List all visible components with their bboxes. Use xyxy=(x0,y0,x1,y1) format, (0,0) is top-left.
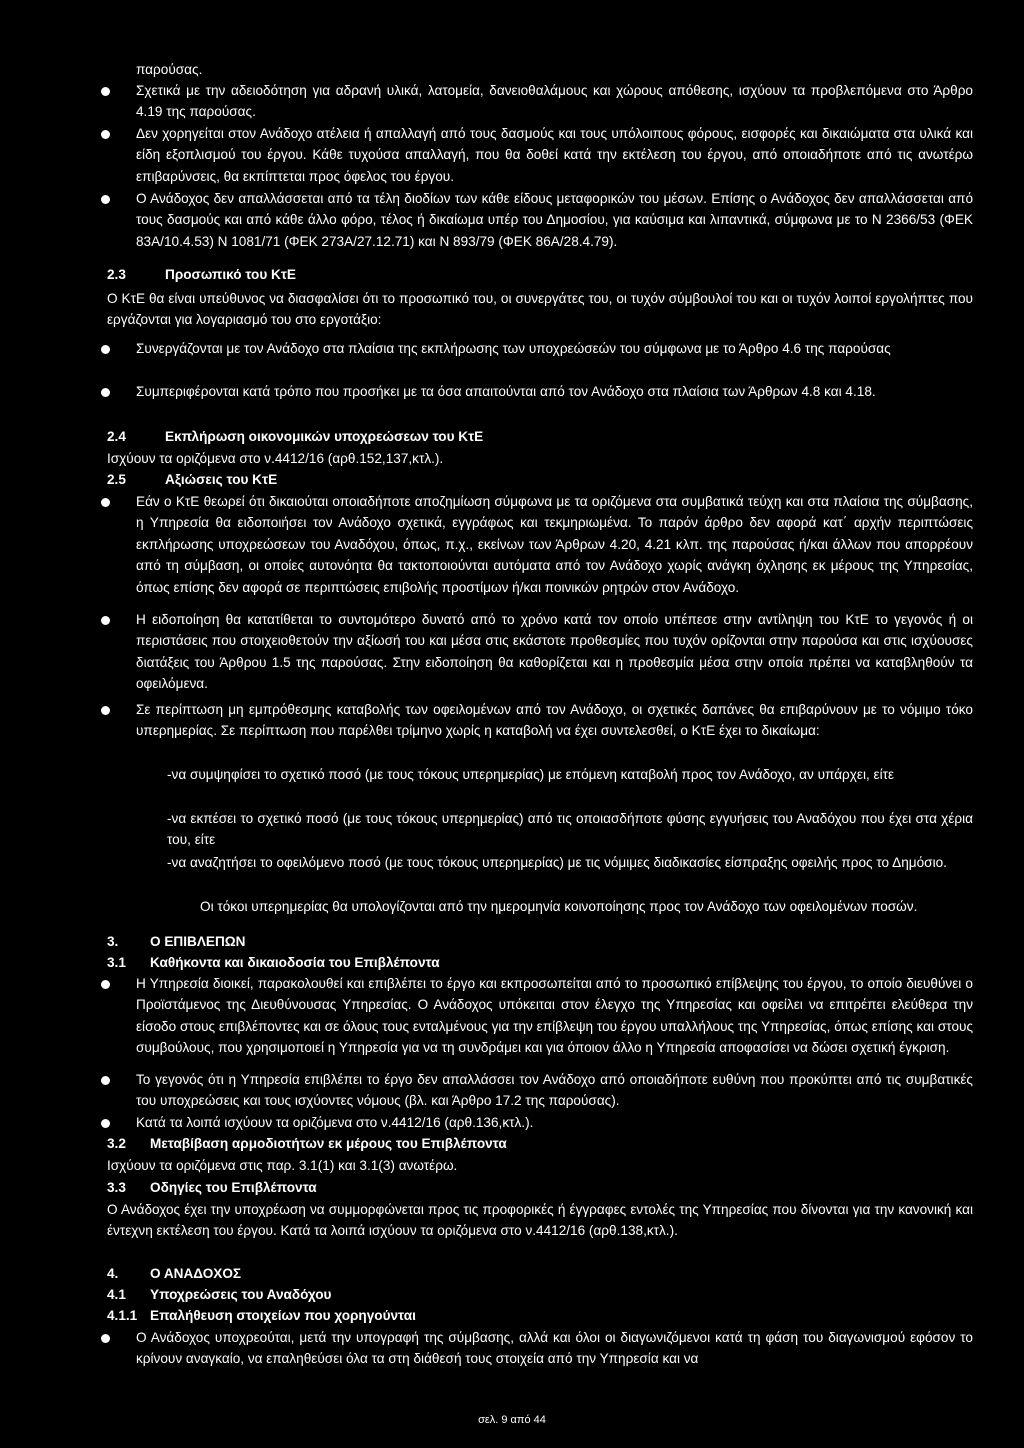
section-heading-3-3 xyxy=(107,1177,317,1198)
section-number: 3. xyxy=(107,934,119,949)
bullet-icon xyxy=(101,130,110,139)
section-title: Οδηγίες του Επιβλέποντα xyxy=(150,1180,317,1195)
bullet-item: Σχετικά με την αδειοδότηση για αδρανή υλικά, λατομεία, δανειοθαλάμους και χώρους απόθεσης, ισχύουν τα προβλεπόμενα στο Άρθρο 4.19 της παρούσας. xyxy=(136,83,973,120)
section-heading-3 xyxy=(107,931,246,952)
bullet-icon xyxy=(101,1076,110,1085)
bullet-icon xyxy=(101,498,110,507)
bullet-item: Συνεργάζονται με τον Ανάδοχο στα πλαίσια της εκπλήρωσης των υποχρεώσεών του σύμφωνα με το Άρθρο 4.6 της παρούσας xyxy=(136,341,891,356)
bullet-item: Το γεγονός ότι η Υπηρεσία επιβλέπει το έργο δεν απαλλάσσει τον Ανάδοχο από οποιαδήποτε ευθύνη που προκύπτει από τις συμβατικές του υποχρεώσεις και τους ισχύοντες νόμους (βλ. και Άρθρο 17.2 της παρούσας). xyxy=(136,1072,973,1109)
page-number-footer: σελ. 9 από 44 xyxy=(478,1414,546,1426)
section-title: Ο ΑΝΑΔΟΧΟΣ xyxy=(150,1266,242,1281)
bullet-icon xyxy=(101,706,110,715)
section-heading-3-1 xyxy=(107,952,440,973)
bullet-icon xyxy=(101,87,110,96)
bullet-icon xyxy=(101,1334,110,1343)
bullet-icon xyxy=(101,388,110,397)
section-title: Εκπλήρωση οικονομικών υποχρεώσεων του ΚτΕ xyxy=(165,429,484,444)
sub-item: -να εκπέσει το σχετικό ποσό (με τους τόκους υπερημερίας) από τις οποιασδήποτε φύσης εγγυήσεις του Αναδόχου που έχει στα χέρια του, είτε xyxy=(167,811,973,848)
section-title: Επαλήθευση στοιχείων που χορηγούνται xyxy=(150,1308,416,1323)
paragraph-continuation: παρούσας. xyxy=(136,62,203,77)
section-number: 3.3 xyxy=(107,1180,126,1195)
section-number: 3.2 xyxy=(107,1136,126,1151)
paragraph: Ο ΚτΕ θα είναι υπεύθυνος να διασφαλίσει ότι το προσωπικό του, οι συνεργάτες του, οι τυχόν σύμβουλοί του και οι τυχόν λοιποί εργολήπτες που εργάζονται για λογαριασμό του στο εργοτάξιο: xyxy=(107,291,973,328)
sub-item: -να συμψηφίσει το σχετικό ποσό (με τους τόκους υπερημερίας) με επόμενη καταβολή προς τον Ανάδοχο, αν υπάρχει, είτε xyxy=(167,767,895,782)
section-number: 2.5 xyxy=(107,472,126,487)
bullet-item: Δεν χορηγείται στον Ανάδοχο ατέλεια ή απαλλαγή από τους δασμούς και τους υπόλοιπους φόρους, εισφορές και δικαιώματα στα υλικά και είδη εξοπλισμού του έργου. Κάθε τυχούσα απαλλαγή, που θα δοθεί κατά την εκτέλεση του έργου, από οποιαδήποτε από τις ανωτέρω επιβαρύνσεις, θα εκπίπτεται προς όφελος του έργου. xyxy=(136,126,973,184)
paragraph: Ισχύουν τα οριζόμενα στο ν.4412/16 (αρθ.152,137,κτλ.). xyxy=(107,451,444,466)
bullet-icon xyxy=(101,345,110,354)
section-heading-4-1-1 xyxy=(107,1305,416,1326)
section-number: 3.1 xyxy=(107,955,126,970)
section-number: 4.1.1 xyxy=(107,1308,138,1323)
section-number: 4.1 xyxy=(107,1287,126,1302)
bullet-icon xyxy=(101,195,110,204)
bullet-item: Εάν ο ΚτΕ θεωρεί ότι δικαιούται οποιαδήποτε αποζημίωση σύμφωνα με τα οριζόμενα στα συμβατικά τεύχη και στα πλαίσια της σύμβασης, η Υπηρεσία θα ειδοποιήσει τον Ανάδοχο σχετικά, εγγράφως και τεκμηριωμένα. Το παρόν άρθρο δεν αφορά κατ΄ αρχήν περιπτώσεις εκπλήρωσης υποχρεώσεων του Αναδόχου, όπως, π.χ., εκείνων των Άρθρων 4.20, 4.21 κλπ. της παρούσας ή/και άλλων που απορρέουν από τη σύμβαση, οι οποίες αυτονόητα θα τακτοποιούνται αυτόματα από τον Ανάδοχο χωρίς ανάγκη όχλησης εκ μέρους της Υπηρεσίας, όπως επίσης δεν αφορά σε περιπτώσεις επιβολής προστίμων ή/και ποινικών ρητρών στον Ανάδοχο. xyxy=(136,494,973,595)
section-title: Αξιώσεις του ΚτΕ xyxy=(165,472,278,487)
section-number: 2.4 xyxy=(107,429,126,444)
section-number: 2.3 xyxy=(107,267,126,282)
bullet-item: Ο Ανάδοχος υποχρεούται, μετά την υπογραφή της σύμβασης, αλλά και όλοι οι διαγωνιζόμενοι κατά τη φάση του διαγωνισμού εφόσον το κρίνουν αναγκαίο, να επαληθεύσει όλα τα στη διάθεσή τους στοιχεία από την Υπηρεσία και να xyxy=(136,1330,973,1367)
sub-item: Οι τόκοι υπερημερίας θα υπολογίζονται από την ημερομηνία κοινοποίησης προς τον Ανάδοχο των οφειλομένων ποσών. xyxy=(200,899,918,914)
bullet-item: Σε περίπτωση μη εμπρόθεσμης καταβολής των οφειλομένων από τον Ανάδοχο, οι σχετικές δαπάνες θα επιβαρύνουν με το νόμιμο τόκο υπερημερίας. Σε περίπτωση που παρέλθει τρίμηνο χωρίς η καταβολή να έχει συντελεσθεί, ο ΚτΕ έχει το δικαίωμα: xyxy=(136,702,973,739)
bullet-item: Η ειδοποίηση θα κατατίθεται το συντομότερο δυνατό από το χρόνο κατά τον οποίο υπέπεσε στην αντίληψη του ΚτΕ το γεγονός ή οι περιστάσεις που στοιχειοθετούν την αξίωσή του και μέσα στις εκάστοτε προθεσμίες που τυχόν ορίζονται στην παρούσα και στις ισχύουσες διατάξεις του Άρθρου 1.5 της παρούσας. Στην ειδοποίηση θα καθορίζεται και η προθεσμία μέσα στην οποία πρέπει να καταβληθούν τα οφειλόμενα. xyxy=(136,612,973,692)
section-title: Προσωπικό του ΚτΕ xyxy=(165,267,296,282)
bullet-icon xyxy=(101,980,110,989)
bullet-item: Συμπεριφέρονται κατά τρόπο που προσήκει με τα όσα απαιτούνται από τον Ανάδοχο στα πλαίσια των Άρθρων 4.8 και 4.18. xyxy=(136,384,876,399)
bullet-item: Κατά τα λοιπά ισχύουν τα οριζόμενα στο ν.4412/16 (αρθ.136,κτλ.). xyxy=(136,1115,534,1130)
section-title: Καθήκοντα και δικαιοδοσία του Επιβλέποντα xyxy=(150,955,440,970)
paragraph: Ισχύουν τα οριζόμενα στις παρ. 3.1(1) και 3.1(3) ανωτέρω. xyxy=(107,1158,458,1173)
section-heading-3-2 xyxy=(107,1133,507,1154)
section-heading-2-3 xyxy=(107,264,296,285)
bullet-icon xyxy=(101,1119,110,1128)
section-heading-4 xyxy=(107,1263,242,1284)
bullet-item: Ο Ανάδοχος δεν απαλλάσσεται από τα τέλη διοδίων των κάθε είδους μεταφορικών του μέσων. Επίσης ο Ανάδοχος δεν απαλλάσσεται από τους δασμούς και από κάθε άλλο φόρο, τέλος ή δικαίωμα υπέρ του Δημοσίου, για καύσιμα και λιπαντικά, σύμφωνα με το Ν 2366/53 (ΦΕΚ 83Α/10.4.53) Ν 1081/71 (ΦΕΚ 273Α/27.12.71) και Ν 893/79 (ΦΕΚ 86Α/28.4.79). xyxy=(136,191,973,249)
section-number: 4. xyxy=(107,1266,119,1281)
section-title: Ο ΕΠΙΒΛΕΠΩΝ xyxy=(150,934,246,949)
section-heading-4-1 xyxy=(107,1284,332,1305)
section-title: Μεταβίβαση αρμοδιοτήτων εκ μέρους του Επιβλέποντα xyxy=(150,1136,507,1151)
bullet-icon xyxy=(101,616,110,625)
section-title: Υποχρεώσεις του Αναδόχου xyxy=(150,1287,332,1302)
paragraph: Ο Ανάδοχος έχει την υποχρέωση να συμμορφώνεται προς τις προφορικές ή έγγραφες εντολές της Υπηρεσίας που δίνονται για την κανονική και έντεχνη εκτέλεση του έργου. Κατά τα λοιπά ισχύουν τα οριζόμενα στο ν.4412/16 (αρθ.138,κτλ.). xyxy=(107,1202,973,1239)
bullet-item: Η Υπηρεσία διοικεί, παρακολουθεί και επιβλέπει το έργο και εκπροσωπείται από το προσωπικό επίβλεψης του έργου, το οποίο διευθύνει ο Προϊστάμενος της Διευθύνουσας Υπηρεσίας. Ο Ανάδοχος υπόκειται στον έλεγχο της Υπηρεσίας και οφείλει να επιτρέπει ελεύθερα την είσοδο στους επιβλέποντες και σε όλους τους ενταλμένους για την επίβλεψη του έργου υπαλλήλους της Υπηρεσίας, όπως επίσης και στους συμβούλους, που χρησιμοποιεί η Υπηρεσία για να τη συνδράμει και για όποιον άλλο η Υπηρεσία αποφασίσει να δώσει σχετική έγκριση. xyxy=(136,976,973,1056)
sub-item: -να αναζητήσει το οφειλόμενο ποσό (με τους τόκους υπερημερίας) με τις νόμιμες διαδικασίες είσπραξης οφειλής προς το Δημόσιο. xyxy=(167,855,947,870)
section-heading-2-4 xyxy=(107,426,484,447)
section-heading-2-5 xyxy=(107,469,278,490)
